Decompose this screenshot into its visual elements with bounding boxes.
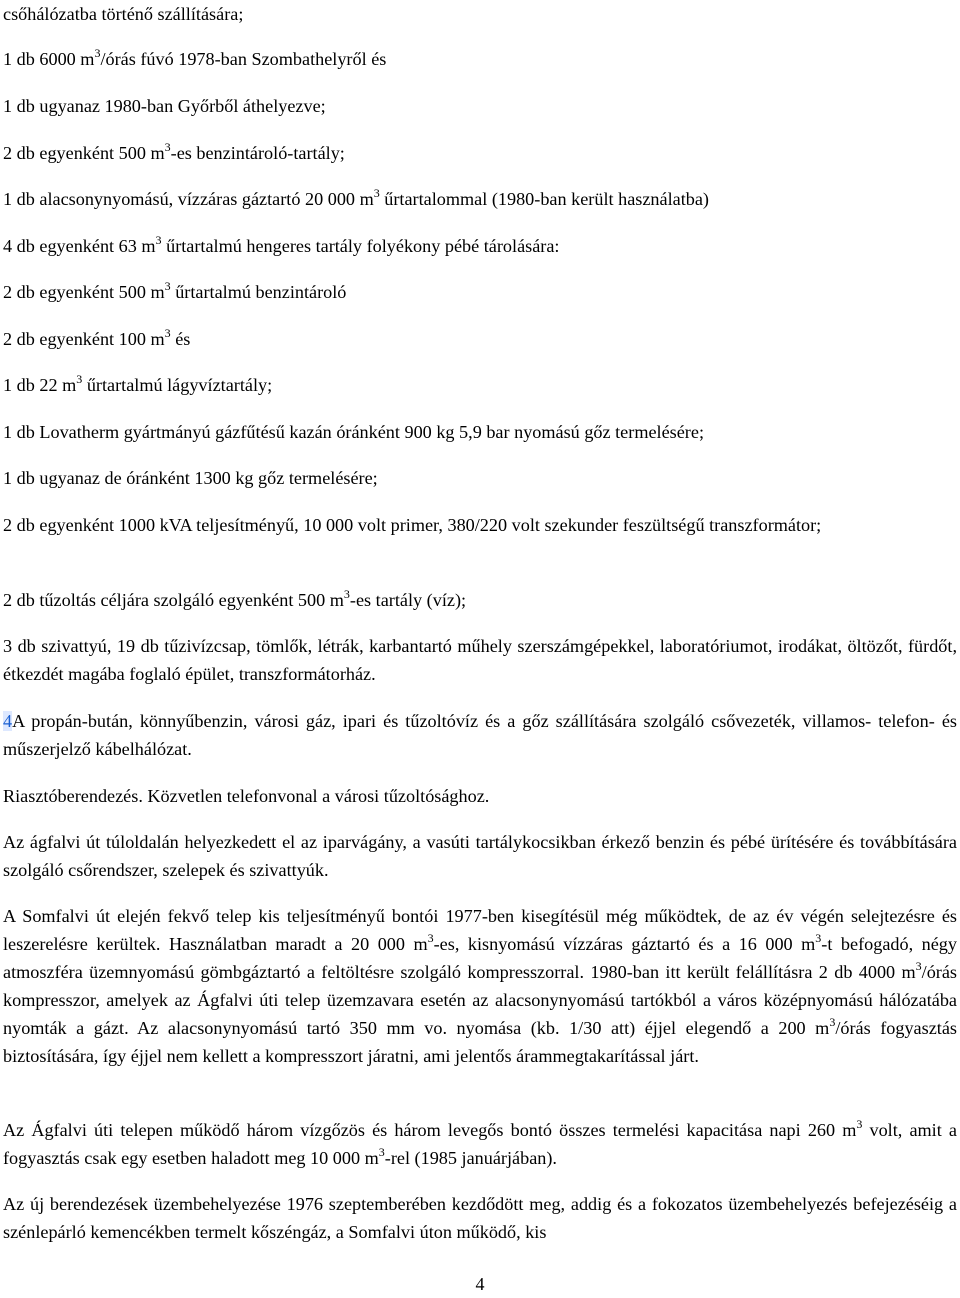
list-line: 2 db tűzoltás céljára szolgáló egyenként 500 $m^3-es$ tartály (víz); <box>3 586 467 610</box>
paragraph: Az Ágfalvi úti telepen működő három vízgőzös és három levegős bontó összes termelési kapacitása napi 260 $m^3$ volt, amit a fogyasztás csak egy esetben haladott meg 10 000 $m^3$-rel (1985 januárjában). <box>3 1116 957 1168</box>
list-line: 1 db ugyanaz 1980-ban Győrből áthelyezve; <box>3 96 326 116</box>
list-line: 4A propán-bután, könnyűbenzin, városi gáz, ipari és tűzoltóvíz és a gőz szállítására szolgáló csővezeték, villamos- telefon- és műszerjelző kábelhálózat. <box>3 711 957 759</box>
page-number: 4 <box>475 1274 485 1294</box>
list-line: 1 db 22 $m^3$ űrtartalmú lágyvíztartály; <box>3 371 273 395</box>
paragraph: Az új berendezések üzembehelyezése 1976 szeptemberében kezdődött meg, addig és a fokozatos üzembehelyezés befejezéséig a szénlepárló kemencékben termelt kőszéngáz, a Somfalvi úton működő, kis <box>3 1194 957 1242</box>
list-line: 2 db egyenként 500 $m^3-es$ benzintároló-tartály; <box>3 139 345 163</box>
list-line: Riasztóberendezés. Közvetlen telefonvonal a városi tűzoltósághoz. <box>3 786 490 806</box>
list-line: 4 db egyenként 63 $m^3$ űrtartalmú hengeres tartály folyékony pébé tárolására: <box>3 232 560 256</box>
list-line: 2 db egyenként 1000 kVA teljesítményű, 10 000 volt primer, 380/220 volt szekunder feszültségű transzformátor; <box>3 515 822 535</box>
list-line: 1 db ugyanaz de óránként 1300 kg gőz termelésére; <box>3 468 378 488</box>
list-line: 1 db Lovatherm gyártmányú gázfűtésű kazán óránként 900 kg 5,9 bar nyomású gőz termelésére; <box>3 422 704 442</box>
highlight-marker: 4 <box>3 711 13 731</box>
list-line: 2 db egyenként 100 $m^3$ és <box>3 325 191 349</box>
paragraph: Az ágfalvi út túloldalán helyezkedett el az iparvágány, a vasúti tartálykocsikban érkező benzin és pébé ürítésére és továbbítására szolgáló csőrendszer, szelepek és szivattyúk. <box>3 832 957 880</box>
list-line: 1 db alacsonynyomású, vízzáras gáztartó 20 000 $m^3$ űrtartalommal (1980-ban került használatba) <box>3 185 709 209</box>
list-line: 2 db egyenként 500 $m^3$ űrtartalmú benzintároló <box>3 278 347 302</box>
list-line: 3 db szivattyú, 19 db tűzivízcsap, tömlők, létrák, karbantartó műhely szerszámgépekkel, laboratóriumot, irodákat, öltözőt, fürdőt, étkezdét magába foglaló épület, transzformátorház. <box>3 636 957 684</box>
list-line: csőhálózatba történő szállítására; <box>3 4 244 24</box>
list-line: 1 db 6000 $m^3$/órás fúvó 1978-ban Szombathelyről és <box>3 45 387 69</box>
paragraph: A Somfalvi út elején fekvő telep kis teljesítményű bontói 1977-ben kisegítésül még működtek, de az év végén selejtezésre és leszerelésre kerültek. Használatban maradt a 20 000 $m^3-es$, kisnyomású vízzáras gáztartó és a 16 000 $m^3-t$ befogadó, négy atmoszféra üzemnyomású gömbgáztartó a feltöltésre szolgáló kompresszorral. 1980-ban itt került felállításra 2 db 4000 $m^3$/órás kompresszor, amelyek az Ágfalvi úti telep üzemzavara esetén az alacsonynyomású tartókból a város középnyomású hálózatába nyomták a gázt. Az alacsonynyomású tartó 350 mm vo. nyomása (kb. 1/30 att) éjjel elegendő a 200 $m^3$/órás fogyasztás biztosítására, így éjjel nem kellett a kompresszort járatni, ami jelentős árammegtakarítással járt. <box>3 906 957 1066</box>
